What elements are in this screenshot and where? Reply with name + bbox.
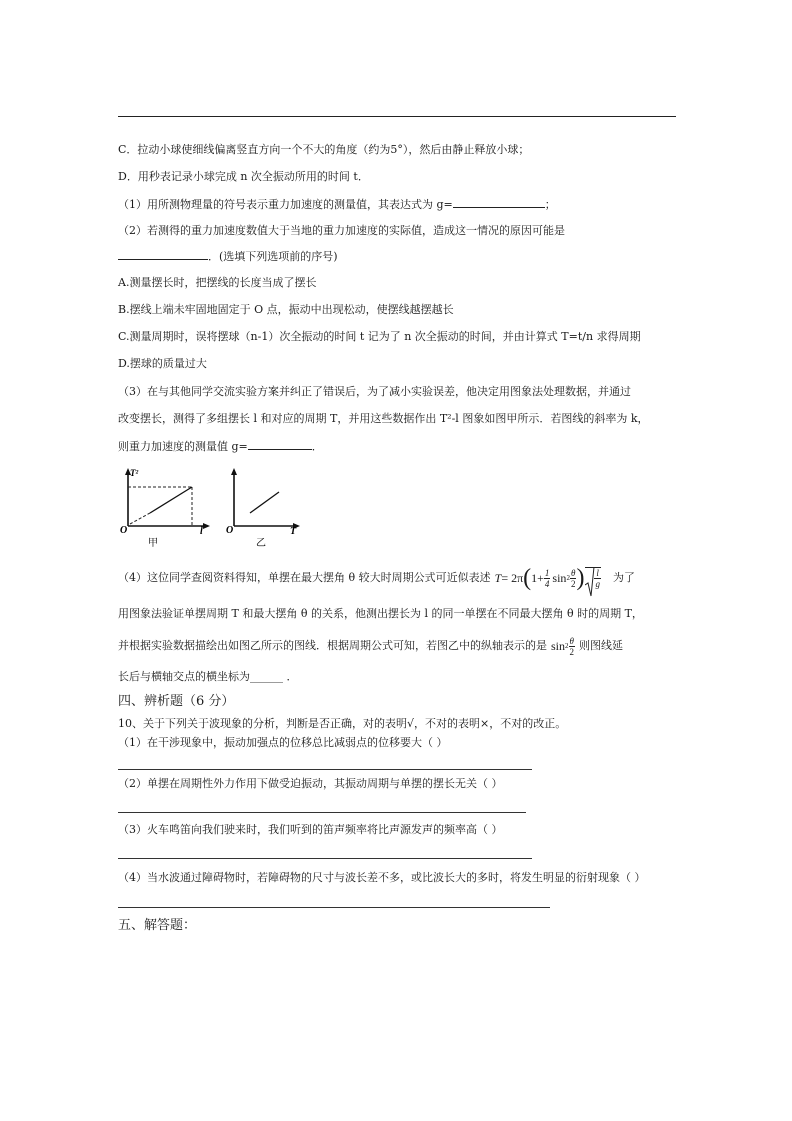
answer-line-1[interactable]	[118, 769, 532, 770]
graph-yi	[222, 464, 308, 550]
question-2: （2）若测得的重力加速度数值大于当地的重力加速度的实际值，造成这一情况的原因可能是	[118, 224, 565, 237]
answer-line-2[interactable]	[118, 812, 526, 813]
section-5-heading: 五、解答题：	[118, 918, 197, 933]
statement-1: （1）在干涉现象中，振动加强点的位移总比减弱点的位移要大（ ）	[118, 736, 448, 749]
graph-yi-line	[250, 492, 279, 513]
step-d: D．用秒表记录小球完成 n 次全振动所用的时间 t．	[118, 170, 369, 183]
option-a: A.测量摆长时，把摆线的长度当成了摆长	[118, 276, 317, 289]
question-4-line3: 并根据实验数据描绘出如图乙所示的图线．根据周期公式可知，若图乙中的纵轴表示的是 sin 2 $\frac{\theta}{2}$ 则图线延	[118, 635, 624, 657]
graph-jia-dashed-ext	[130, 513, 150, 524]
graph-yi-origin: O	[226, 525, 234, 536]
graph-jia-x-label: l	[200, 526, 203, 537]
answer-line-4[interactable]	[118, 907, 550, 908]
option-d: D.摆球的质量过大	[118, 357, 207, 370]
question-2-tail: ．(选填下列选项前的序号)	[118, 249, 338, 264]
graph-jia-caption: 甲	[148, 538, 158, 549]
question-1: （1）用所测物理量的符号表示重力加速度的测量值，其表达式为 g= ；	[118, 198, 556, 211]
answer-blank-q3[interactable]	[248, 439, 312, 450]
option-c: C.测量周期时，误将摆球（n-1）次全振动的时间 t 记为了 n 次全振动的时间，并由计算式 T=t/n 求得周期	[118, 330, 641, 343]
period-formula: T = 2π ( 1+ $\frac{1}{4}$ sin 2 $\frac{\theta}{2}$ ) $\frac{l}{g}$	[495, 567, 601, 589]
graph-jia-line	[150, 487, 192, 513]
graph-yi-y-arrow	[231, 468, 237, 475]
question-10: 10、关于下列关于波现象的分析，判断是否正确，对的表明√，不对的表明×，不对的改正。	[118, 717, 567, 730]
answer-blank-q2[interactable]	[118, 249, 208, 260]
sin-squared-formula: sin 2 $\frac{\theta}{2}$	[551, 635, 575, 657]
question-4-line1: （4）这位同学查阅资料得知，单摆在最大摆角 θ 较大时周期公式可近似表述 T = 2π ( 1+ $\frac{1}{4}$ sin 2 $\frac{\theta}{2}$ ) $\frac{l}{g}$ 为了	[118, 560, 635, 596]
step-c: C．拉动小球使细线偏离竖直方向一个不大的角度（约为5°），然后由静止释放小球；	[118, 143, 530, 156]
question-3-line3: 则重力加速度的测量值 g= ．	[118, 440, 323, 453]
graph-jia-origin: O	[120, 525, 128, 536]
statement-4: （4）当水波通过障碍物时，若障碍物的尺寸与波长差不多，或比波长大的多时，将发生明显的衍射现象（ ）	[118, 871, 646, 884]
graph-jia	[112, 464, 212, 550]
header-rule	[118, 116, 676, 117]
answer-blank-q1[interactable]	[453, 197, 545, 208]
graph-yi-caption: 乙	[256, 538, 266, 549]
question-3-line1: （3）在与其他同学交流实验方案并纠正了错误后，为了减小实验误差，他决定用图象法处理数据，并通过	[118, 385, 631, 398]
question-4-line4: 长后与横轴交点的横坐标为______ ．	[118, 670, 298, 683]
sqrt-symbol: $\frac{l}{g}$	[585, 567, 601, 589]
graph-jia-x-arrow	[203, 523, 210, 529]
statement-3: （3）火车鸣笛向我们驶来时，我们听到的笛声频率将比声源发声的频率高（ ）	[118, 823, 503, 836]
graph-yi-x-label: T	[290, 526, 297, 537]
section-4-heading: 四、辨析题（6 分）	[118, 694, 235, 709]
answer-line-3[interactable]	[118, 858, 532, 859]
statement-2: （2）单摆在周期性外力作用下做受迫振动，其振动周期与单摆的摆长无关（ ）	[118, 777, 503, 790]
question-3-line2: 改变摆长，测得了多组摆长 l 和对应的周期 T，并用这些数据作出 T²-l 图象如图甲所示．若图线的斜率为 k，	[118, 412, 649, 425]
question-4-line2: 用图象法验证单摆周期 T 和最大摆角 θ 的关系，他测出摆长为 l 的同一单摆在不同最大摆角 θ 时的周期 T，	[118, 607, 643, 620]
option-b: B.摆线上端未牢固地固定于 O 点，振动中出现松动，使摆线越摆越长	[118, 303, 454, 316]
graph-jia-y-label: T²	[130, 468, 139, 478]
